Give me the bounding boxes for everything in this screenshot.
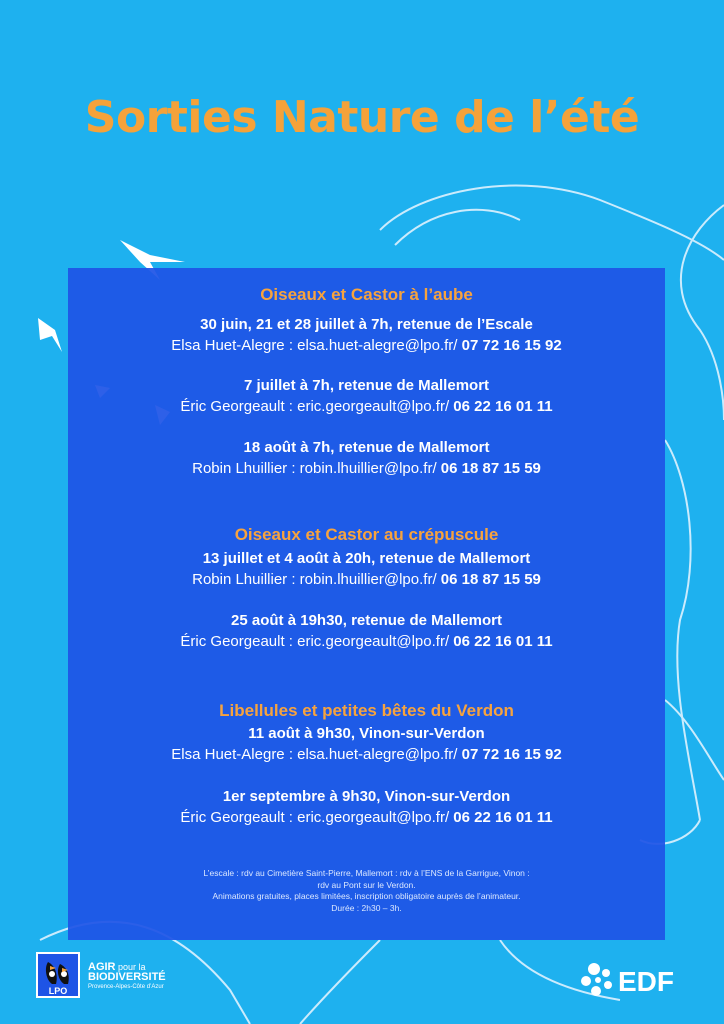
contact-email: Robin Lhuillier : robin.lhuillier@lpo.fr/	[192, 571, 437, 588]
edf-logo	[576, 955, 696, 1005]
events-panel	[68, 268, 665, 940]
event-item	[68, 723, 665, 765]
page-title: Sorties Nature de l’été	[84, 92, 640, 143]
contact-email: Robin Lhuillier : robin.lhuillier@lpo.fr/	[192, 460, 437, 477]
contact-phone: 06 22 16 01 11	[453, 398, 553, 415]
agir-title: AGIR	[88, 961, 116, 973]
event-date: 11 août à 9h30, Vinon-sur-Verdon	[248, 725, 485, 742]
event-contact	[68, 569, 665, 590]
event-item	[68, 610, 665, 652]
event-date: 7 juillet à 7h, retenue de Mallemort	[243, 377, 490, 394]
event-item	[68, 786, 665, 828]
event-item	[68, 375, 665, 417]
event-date: 30 juin, 21 et 28 juillet à 7h, retenue de l’Escale	[200, 316, 533, 333]
notes-line: Animations gratuites, places limitées, inscription obligatoire auprès de l’animateur.	[212, 891, 521, 901]
lpo-logo	[36, 952, 80, 998]
event-contact	[68, 744, 665, 765]
lpo-logo-text: LPO	[48, 986, 68, 996]
edf-logo-text: EDF	[618, 966, 674, 997]
contact-email: Elsa Huet-Alegre : elsa.huet-alegre@lpo.fr/	[171, 337, 458, 354]
agir-sub: pour la	[118, 962, 146, 972]
contact-email: Éric Georgeault : eric.georgeault@lpo.fr/	[180, 809, 450, 826]
section-title: Oiseaux et Castor à l’aube	[260, 285, 473, 304]
agir-region: Provence-Alpes-Côte d’Azur	[88, 984, 164, 990]
contact-phone: 06 18 87 15 59	[440, 571, 541, 588]
section-title: Oiseaux et Castor au crépuscule	[234, 525, 499, 544]
event-contact	[68, 807, 665, 828]
agir-biodiversite: BIODIVERSITÉ	[88, 971, 166, 983]
notes-line: L’escale : rdv au Cimetière Saint-Pierre, Mallemort : rdv à l’ENS de la Garrigue, Vinon :	[203, 868, 530, 878]
event-date: 18 août à 7h, retenue de Mallemort	[243, 439, 490, 456]
event-date: 25 août à 19h30, retenue de Mallemort	[231, 612, 502, 629]
event-contact	[68, 335, 665, 356]
notes-line: Durée : 2h30 – 3h.	[331, 902, 402, 913]
contact-phone: 06 22 16 01 11	[453, 633, 553, 650]
section	[68, 284, 665, 306]
event-contact	[68, 396, 665, 417]
event-item	[68, 314, 665, 356]
event-item	[68, 548, 665, 590]
agir-biodiversite-logo	[88, 962, 166, 992]
contact-phone: 06 22 16 01 11	[453, 809, 553, 826]
event-contact	[68, 631, 665, 652]
section	[68, 700, 665, 722]
practical-notes	[168, 868, 565, 914]
contact-phone: 07 72 16 15 92	[461, 337, 562, 354]
contact-email: Éric Georgeault : eric.georgeault@lpo.fr/	[180, 398, 450, 415]
contact-email: Elsa Huet-Alegre : elsa.huet-alegre@lpo.fr/	[171, 746, 458, 763]
contact-phone: 06 18 87 15 59	[440, 460, 541, 477]
contact-phone: 07 72 16 15 92	[461, 746, 562, 763]
notes-line: rdv au Pont sur le Verdon.	[317, 879, 416, 890]
contact-email: Éric Georgeault : eric.georgeault@lpo.fr/	[180, 633, 450, 650]
event-contact	[68, 458, 665, 479]
event-date: 1er septembre à 9h30, Vinon-sur-Verdon	[222, 788, 511, 805]
section-title: Libellules et petites bêtes du Verdon	[219, 701, 514, 720]
event-date: 13 juillet et 4 août à 20h, retenue de Mallemort	[202, 550, 531, 567]
event-item	[68, 437, 665, 479]
section	[68, 524, 665, 546]
bird-icon	[38, 318, 62, 352]
